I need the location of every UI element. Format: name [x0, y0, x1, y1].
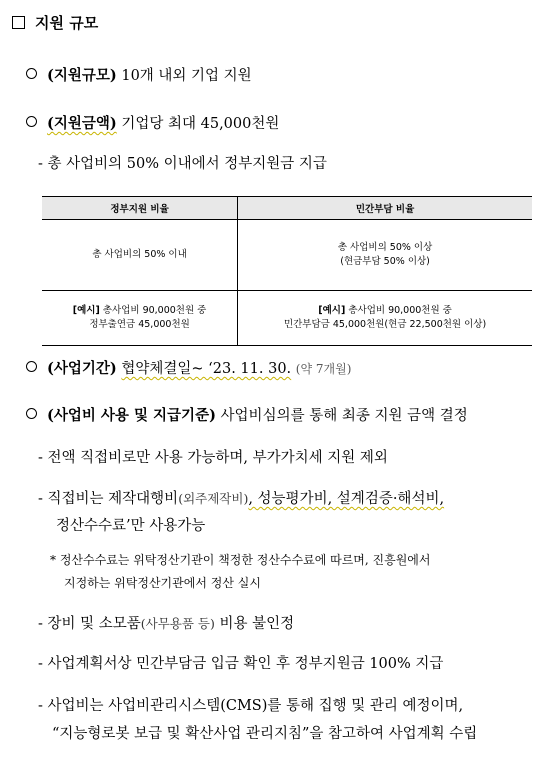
cell-line: (현금부담 50% 이상)	[340, 256, 430, 267]
section-title: 지원 규모	[35, 14, 99, 32]
cell-line: 민간부담금 45,000천원(현금 22,500천원 이상)	[283, 319, 487, 330]
cell-line: 총사업비 90,000천원 중	[102, 305, 207, 316]
item-period	[26, 357, 351, 378]
usage-direct-only: - 전액 직접비로만 사용 가능하며, 부가가치세 지원 제외	[38, 450, 388, 466]
item-label: (지원규모)	[47, 67, 117, 84]
table-header: 민간부담 비율	[238, 197, 532, 220]
example-tag: [예시]	[318, 305, 346, 316]
usage-text: 장비 및 소모품	[47, 616, 141, 632]
item-scale	[26, 64, 252, 85]
table-header: 정부지원 비율	[42, 197, 238, 220]
usage-text: 직접비는 제작대행비	[47, 491, 179, 507]
usage-confirm: - 사업계획서상 민간부담금 입금 확인 후 정부지원금 100% 지급	[38, 656, 444, 672]
usage-cms-line2	[52, 722, 477, 743]
item-note: (약 7개월)	[295, 362, 352, 376]
cell-line: 총 사업비의 50% 이상	[337, 242, 433, 253]
circle-bullet-icon	[26, 68, 37, 79]
item-text: 협약체결일~ ‘23. 11. 30.	[121, 361, 292, 377]
footnote-line: 정산수수료는 위탁정산기관이 책정한 정산수수료에 따르며, 진흥원에서	[59, 553, 431, 567]
item-text: 10개 내외 기업 지원	[121, 68, 252, 84]
usage-cms-line1: - 사업비는 사업비관리시스템(CMS)를 통해 집행 및 관리 예정이며,	[38, 698, 464, 714]
table-cell	[42, 291, 238, 346]
footnote-line: 지정하는 위탁정산기관에서 정산 실시	[64, 576, 261, 590]
usage-text: 사업비는 사업비관리시스템(CMS)를 통해 집행 및 관리 예정이며,	[47, 698, 464, 714]
usage-note: (외주제작비)	[178, 491, 249, 506]
ratio-table	[42, 196, 532, 346]
item-label: (사업기간)	[47, 360, 117, 377]
table-row	[42, 291, 532, 346]
circle-bullet-icon	[26, 408, 37, 419]
cell-line: 총사업비 90,000천원 중	[348, 305, 452, 316]
item-text: 사업비심의를 통해 최종 지원 금액 결정	[220, 408, 468, 424]
usage-text: “지능형로봇 보급 및 확산사업 관리지침”을 참고하여 사업계획 수립	[52, 726, 478, 742]
section-heading	[12, 12, 98, 33]
footnote: * 정산수수료는 위탁정산기관이 책정한 정산수수료에 따르며, 진흥원에서 지정하는 위탁정산기관에서 정산 실시	[50, 549, 430, 595]
example-tag: [예시]	[72, 305, 100, 316]
item-label: (사업비 사용 및 지급기준)	[47, 407, 216, 424]
usage-text: 전액 직접비로만 사용 가능하며, 부가가치세 지원 제외	[47, 450, 388, 466]
usage-text: 비용 불인정	[214, 616, 295, 632]
item-text: 기업당 최대 45,000천원	[121, 116, 280, 132]
usage-text: , 성능평가비, 설계검증·해석비,	[248, 491, 445, 507]
checkbox-square-icon	[12, 16, 25, 29]
amount-sub: - 총 사업비의 50% 이내에서 정부지원금 지급	[38, 156, 327, 172]
table-cell	[238, 291, 532, 346]
item-usage	[26, 404, 468, 425]
usage-direct-line1: - 직접비는 제작대행비(외주제작비), 성능평가비, 설계검증·해석비,	[38, 491, 445, 507]
usage-text: 사업계획서상 민간부담금 입금 확인 후 정부지원금 100% 지급	[47, 656, 444, 672]
usage-text: 정산수수료’만 사용가능	[56, 518, 206, 534]
cell-line: 정부출연금 45,000천원	[89, 319, 190, 330]
table-cell: 총 사업비의 50% 이내	[42, 220, 238, 291]
item-label: (지원금액)	[47, 115, 117, 132]
usage-note: (사무용품 등)	[140, 616, 215, 631]
amount-sub-text: 총 사업비의 50% 이내에서 정부지원금 지급	[47, 156, 327, 172]
circle-bullet-icon	[26, 361, 37, 372]
item-amount	[26, 112, 279, 133]
usage-direct-line2	[56, 514, 205, 535]
circle-bullet-icon	[26, 116, 37, 127]
table-cell	[238, 220, 532, 291]
table-row	[42, 220, 532, 291]
usage-equipment: - 장비 및 소모품(사무용품 등) 비용 불인정	[38, 616, 295, 632]
